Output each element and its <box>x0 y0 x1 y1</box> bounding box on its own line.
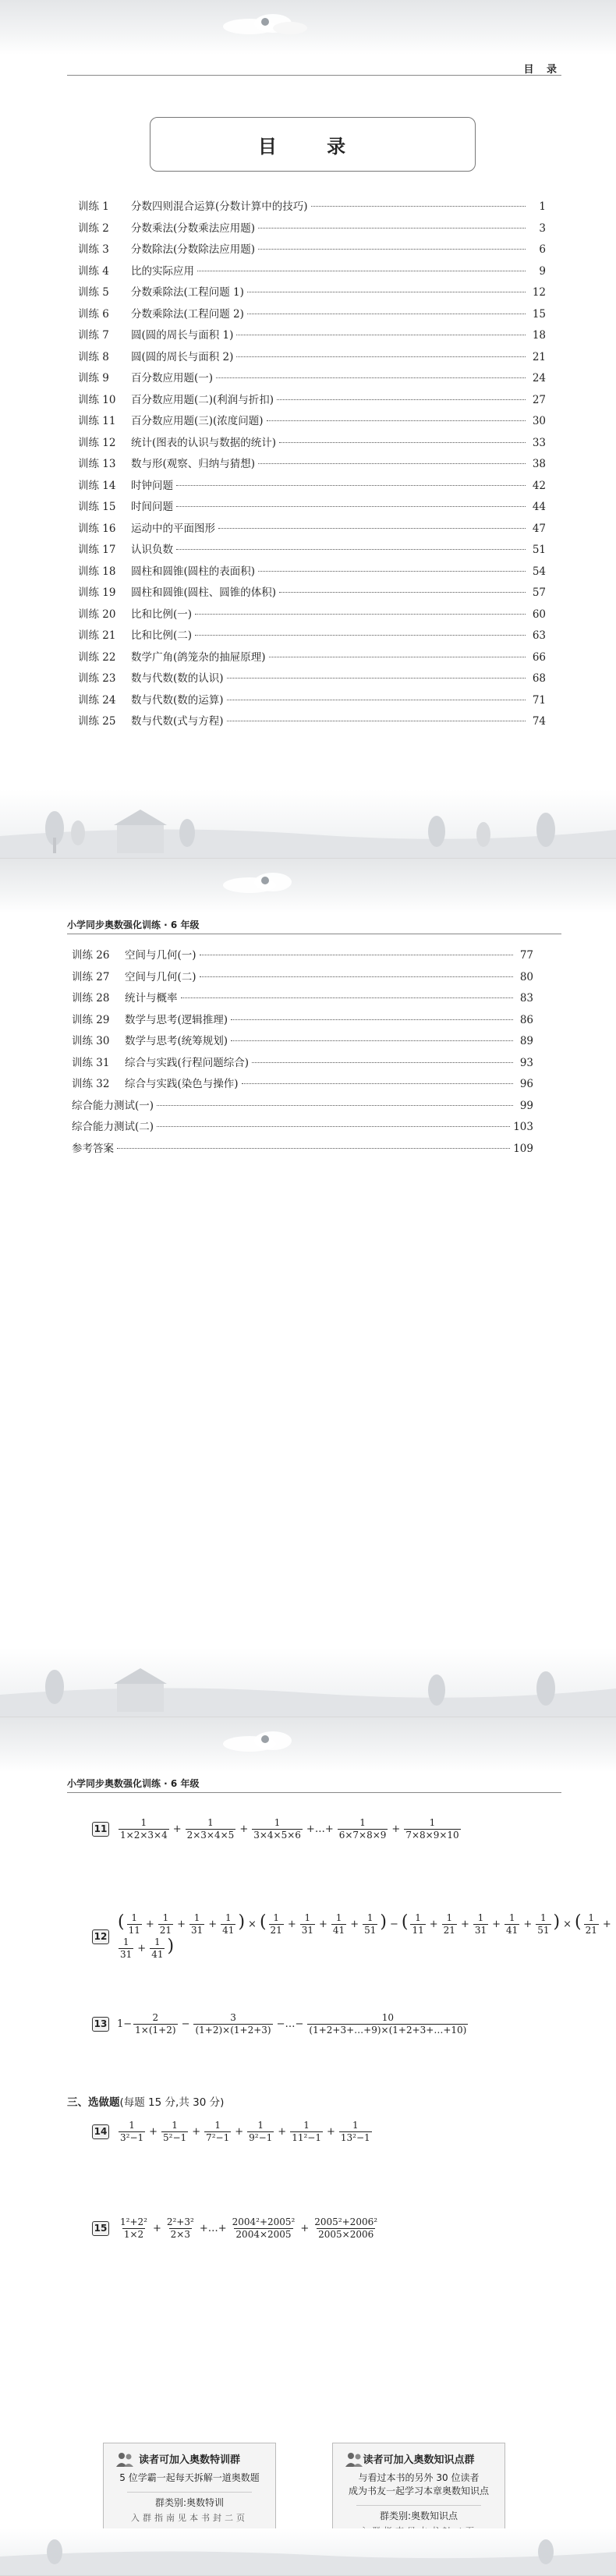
toc-entry-number: 训练 16 <box>78 522 116 535</box>
toc-entry[interactable] <box>78 348 546 370</box>
dot-leader <box>258 249 526 250</box>
page-3 <box>0 1717 616 2576</box>
dot-leader <box>279 442 526 443</box>
village-illustration <box>0 789 616 858</box>
header-banner <box>0 0 616 55</box>
dot-leader <box>231 1019 513 1020</box>
toc-entry-title: 圆柱和圆锥(圆柱的表面积) <box>131 565 256 578</box>
toc-entry[interactable] <box>78 305 546 327</box>
toc-entry-title: 数与形(观察、归纳与猜想) <box>131 458 256 470</box>
dot-leader <box>258 228 526 229</box>
toc-entry-number: 训练 24 <box>78 693 116 707</box>
toc-entry-page: 60 <box>532 608 546 621</box>
toc-list <box>78 197 546 734</box>
toc-entry[interactable] <box>78 391 546 413</box>
dot-leader <box>157 1105 513 1106</box>
toc-entry[interactable] <box>78 626 546 648</box>
toc-entry-title: 数与代数(数的运算) <box>131 693 224 707</box>
toc-entry-number: 训练 19 <box>78 586 116 599</box>
dot-leader <box>200 976 513 977</box>
toc-entry-page: 83 <box>519 992 533 1005</box>
fraction: $\frac{1}{51}$ <box>364 1912 377 1936</box>
toc-entry-page: 30 <box>532 415 546 427</box>
toc-entry[interactable] <box>72 1118 533 1139</box>
cloud-illustration <box>218 9 312 36</box>
cloud-illustration <box>218 868 312 895</box>
toc-entry-page: 74 <box>532 715 546 728</box>
toc-entry-number: 训练 6 <box>78 307 109 321</box>
dot-leader <box>227 678 526 679</box>
toc-entry[interactable] <box>78 691 546 713</box>
problem-number: 11 <box>92 1822 109 1837</box>
dot-leader <box>311 206 526 207</box>
toc-entry-title: 分数乘除法(工程问题 2) <box>131 307 244 321</box>
dot-leader <box>176 506 526 507</box>
problem-13: 13 1− $\frac{2}{1\times(1+2)}$ − $\frac{3}{(1+2)\times(1+2+3)}$ −…− $\frac{10}{(1+2+3+\dots+9)\times(1+2+3+\dots+10)}$ <box>92 2012 469 2036</box>
toc-entry-title: 百分数应用题(三)(浓度问题) <box>131 415 264 427</box>
series-head: 小学同步奥数强化训练 · 6 年级 <box>67 1778 200 1789</box>
footer-scene <box>0 1648 616 1717</box>
fraction: $\frac{1}{31}$ <box>190 1912 204 1936</box>
toc-entry-title: 认识负数 <box>131 544 173 556</box>
toc-entry-title: 比和比例(一) <box>131 608 193 621</box>
toc-entry[interactable] <box>78 583 546 605</box>
toc-entry-page: 6 <box>539 243 546 256</box>
toc-entry-page: 27 <box>532 393 546 406</box>
toc-entry-title: 圆(圆的周长与面积 1) <box>131 329 234 342</box>
toc-entry-title: 分数四则混合运算(分数计算中的技巧) <box>131 200 308 213</box>
toc-entry-number: 训练 22 <box>78 650 116 664</box>
fraction: $\frac{1}{41}$ <box>222 1912 235 1936</box>
fraction: $\frac{1}{31}$ <box>474 1912 487 1936</box>
section-title: 三、选做题(每题 15 分,共 30 分) <box>67 2096 225 2109</box>
toc-entry[interactable] <box>72 968 533 990</box>
toc-entry[interactable] <box>78 562 546 584</box>
problem-number: 12 <box>92 1929 109 1944</box>
running-head: 目 录 <box>523 64 561 76</box>
toc-entry[interactable] <box>78 477 546 498</box>
dot-leader <box>195 614 526 615</box>
toc-entry-title: 数学广角(鸽笼杂的抽屉原理) <box>131 650 266 664</box>
toc-entry-title: 时钟问题 <box>131 479 173 492</box>
toc-entry-page: 89 <box>519 1035 533 1047</box>
fraction: $\frac{1}{21}$ <box>585 1912 597 1936</box>
fraction: $\frac{1}{41}$ <box>506 1912 519 1936</box>
toc-entry-page: 18 <box>532 329 546 342</box>
toc-entry[interactable] <box>78 540 546 562</box>
toc-entry[interactable] <box>78 369 546 391</box>
toc-entry-number: 训练 20 <box>78 608 116 621</box>
toc-entry-title: 比和比例(二) <box>131 629 193 642</box>
toc-entry[interactable] <box>72 946 533 968</box>
dot-leader <box>195 635 526 636</box>
toc-entry-title: 数与代数(式与方程) <box>131 715 224 728</box>
toc-entry-page: 24 <box>532 372 546 384</box>
dot-leader <box>258 571 526 572</box>
toc-entry[interactable] <box>78 669 546 691</box>
series-head: 小学同步奥数强化训练 · 6 年级 <box>67 919 200 930</box>
fraction: $\frac{1}{41}$ <box>332 1912 345 1936</box>
toc-entry-title: 圆(圆的周长与面积 2) <box>131 350 234 363</box>
dot-leader <box>117 1148 510 1149</box>
toc-entry-title: 参考答案 <box>72 1142 114 1155</box>
dot-leader <box>231 1040 513 1041</box>
toc-entry-page: 9 <box>539 264 546 278</box>
toc-entry-title: 统计与概率 <box>125 992 178 1005</box>
toc-entry[interactable] <box>78 326 546 348</box>
toc-entry-title: 时间问题 <box>131 501 173 513</box>
promo-box-left: 读者可加入奥数特训群 5 位学霸一起每天拆解一道奥数题 群类别:奥数特训 入群指南见本书封二页 <box>103 2443 276 2535</box>
toc-entry[interactable] <box>78 434 546 455</box>
page-1 <box>0 0 616 859</box>
toc-entry-title: 空间与几何(二) <box>125 970 196 983</box>
fraction: $\frac{1}{11}$ <box>412 1912 424 1936</box>
fraction: $\frac{1}{21}$ <box>443 1912 455 1936</box>
toc-entry-page: 1 <box>539 200 546 213</box>
fraction: $\frac{1}{21}$ <box>159 1912 172 1936</box>
toc-entry[interactable] <box>72 1097 533 1118</box>
problem-15: 15 $\frac{\text{1²+2²}}{1\times 2}$ + $\frac{\text{2²+3²}}{2\times 3}$ +…+ $\frac{\text{2004²+2005²}}{2004\times 2005}$ + $\frac{\text{2005²+2006²}}{2005\times 2006}$ <box>92 2216 381 2241</box>
dot-leader <box>218 528 526 529</box>
toc-entry-number: 训练 26 <box>72 949 110 962</box>
toc-entry-page: 96 <box>519 1078 533 1090</box>
toc-entry-page: 77 <box>519 949 533 962</box>
toc-entry[interactable] <box>78 712 546 734</box>
fraction: $\frac{1}{51}$ <box>537 1912 550 1936</box>
dot-leader <box>176 549 526 550</box>
toc-entry-page: 51 <box>532 544 546 556</box>
toc-entry-title: 数与代数(数的认识) <box>131 672 224 685</box>
toc-entry-title: 数学与思考(统筹规划) <box>125 1035 228 1047</box>
toc-entry-title: 数学与思考(逻辑推理) <box>125 1013 228 1026</box>
cloud-illustration <box>218 1727 312 1753</box>
toc-entry-number: 训练 14 <box>78 479 116 492</box>
header-rule <box>67 75 561 76</box>
toc-entry[interactable] <box>78 262 546 284</box>
dot-leader <box>267 420 526 421</box>
page-2 <box>0 859 616 1717</box>
toc-entry-title: 综合与实践(染色与操作) <box>125 1078 239 1090</box>
toc-entry-page: 44 <box>532 501 546 513</box>
toc-entry-page: 66 <box>532 650 546 664</box>
toc-entry-number: 训练 15 <box>78 501 116 513</box>
toc-entry-title: 综合与实践(行程问题综合) <box>125 1056 250 1069</box>
toc-entry-number: 训练 7 <box>78 329 109 342</box>
toc-entry-page: 109 <box>513 1142 533 1155</box>
dot-leader <box>236 356 526 357</box>
toc-entry-number: 训练 11 <box>78 415 116 427</box>
toc-entry-number: 训练 18 <box>78 565 116 578</box>
toc-entry-title: 百分数应用题(二)(利润与折扣) <box>131 393 274 406</box>
toc-entry-number: 训练 29 <box>72 1013 110 1026</box>
toc-entry-number: 训练 10 <box>78 393 116 406</box>
toc-entry[interactable] <box>78 240 546 262</box>
toc-entry-number: 训练 1 <box>78 200 109 213</box>
people-icon <box>344 2450 364 2470</box>
toc-entry-page: 54 <box>532 565 546 578</box>
toc-entry-number: 训练 2 <box>78 221 109 235</box>
toc-entry-number: 训练 32 <box>72 1078 110 1090</box>
toc-entry-number: 训练 4 <box>78 264 109 278</box>
toc-entry-number: 训练 21 <box>78 629 116 642</box>
problem-number: 15 <box>92 2221 109 2236</box>
promo-box-right: 读者可加入奥数知识点群 与看过本书的另外 30 位读者 成为书友一起学习本章奥数知识点 群类别:奥数知识点 <box>332 2443 505 2535</box>
toc-entry-page: 33 <box>532 436 546 449</box>
toc-entry[interactable] <box>78 219 546 241</box>
dot-leader <box>242 1083 513 1084</box>
toc-entry-page: 38 <box>532 458 546 470</box>
toc-entry[interactable] <box>78 455 546 477</box>
toc-entry-page: 57 <box>532 586 546 599</box>
toc-entry-number: 训练 30 <box>72 1035 110 1047</box>
dot-leader <box>157 1126 510 1127</box>
toc-entry-number: 训练 3 <box>78 243 109 256</box>
header-rule <box>67 1792 561 1793</box>
toc-entry-number: 训练 25 <box>78 715 116 728</box>
problem-11: 11 $\frac{1}{1\times 2\times 3\times 4}$ + $\frac{1}{2\times 3\times 4\times 5}$ + $\frac{1}{3\times 4\times 5\times 6}$ +…+ $\frac{1}{6\times 7\times 8\times 9}$ + $\frac{1}{7\times 8\times 9\times 10}$ <box>92 1817 462 1841</box>
toc-entry[interactable] <box>72 989 533 1011</box>
header-banner <box>0 1717 616 1772</box>
toc-entry-title: 运动中的平面图形 <box>131 522 215 535</box>
toc-entry-page: 42 <box>532 479 546 492</box>
toc-entry-title: 分数乘除法(工程问题 1) <box>131 286 244 299</box>
dot-leader <box>277 399 526 400</box>
toc-entry-number: 训练 13 <box>78 458 116 470</box>
toc-entry[interactable] <box>72 1011 533 1033</box>
toc-entry-page: 103 <box>513 1121 533 1133</box>
dot-leader <box>279 592 526 593</box>
toc-entry-title: 空间与几何(一) <box>125 949 196 962</box>
toc-entry-page: 15 <box>532 307 546 321</box>
toc-entry[interactable] <box>78 197 546 219</box>
village-illustration <box>0 1648 616 1717</box>
footer-scene <box>0 2528 616 2575</box>
toc-entry-title: 百分数应用题(一) <box>131 372 214 384</box>
problem-14: 14 $\frac{1}{\text{3²−1}}$ + $\frac{1}{\text{5²−1}}$ + $\frac{1}{\text{7²−1}}$ + $\frac{1}{\text{9²−1}}$ + $\frac{1}{\text{11²−1}}$ + $\frac{1}{\text{13²−1}}$ <box>92 2120 373 2144</box>
toc-entry-title: 圆柱和圆锥(圆柱、圆锥的体积) <box>131 586 277 599</box>
toc-entry[interactable] <box>78 498 546 519</box>
toc-entry-number: 训练 17 <box>78 544 116 556</box>
toc-entry-page: 63 <box>532 629 546 642</box>
dot-leader <box>216 377 526 378</box>
toc-entry-number: 训练 5 <box>78 286 109 299</box>
toc-entry-number: 训练 27 <box>72 970 110 983</box>
village-illustration <box>0 2528 616 2575</box>
fraction: $\frac{1}{41}$ <box>151 1936 164 1960</box>
toc-entry[interactable] <box>72 1139 533 1161</box>
toc-entry[interactable] <box>78 648 546 670</box>
toc-entry-page: 93 <box>519 1056 533 1069</box>
footer-scene <box>0 789 616 858</box>
toc-entry[interactable] <box>78 412 546 434</box>
toc-entry-title: 分数乘法(分数乘法应用题) <box>131 221 256 235</box>
header-banner <box>0 859 616 913</box>
dot-leader <box>176 485 526 486</box>
toc-entry-page: 71 <box>532 693 546 707</box>
people-icon <box>115 2450 135 2470</box>
toc-entry-number: 训练 23 <box>78 672 116 685</box>
problem-number: 14 <box>92 2124 109 2139</box>
toc-entry-number: 训练 8 <box>78 350 109 363</box>
toc-entry-page: 68 <box>532 672 546 685</box>
toc-entry-number: 训练 31 <box>72 1056 110 1069</box>
toc-entry[interactable] <box>78 519 546 541</box>
toc-entry-title: 统计(图表的认识与数据的统计) <box>131 436 277 449</box>
toc-list <box>72 946 533 1160</box>
dot-leader <box>252 1062 513 1063</box>
toc-entry-page: 80 <box>519 970 533 983</box>
toc-entry-title: 综合能力测试(二) <box>72 1121 154 1133</box>
toc-entry[interactable] <box>72 1075 533 1097</box>
dot-leader <box>181 997 514 998</box>
toc-entry-page: 12 <box>532 286 546 299</box>
problem-number: 13 <box>92 2017 109 2032</box>
toc-entry-page: 99 <box>519 1099 533 1112</box>
toc-entry[interactable] <box>72 1054 533 1075</box>
fraction: $\frac{1}{31}$ <box>301 1912 313 1936</box>
toc-entry[interactable] <box>72 1032 533 1054</box>
toc-entry-page: 47 <box>532 522 546 535</box>
toc-heading: 目 录 <box>150 117 476 172</box>
toc-entry-page: 21 <box>532 350 546 363</box>
toc-entry-number: 训练 12 <box>78 436 116 449</box>
problem-12: 12 ( $\frac{1}{11}$ + $\frac{1}{21}$ + $\frac{1}{31}$ + $\frac{1}{41}$ ) × ( $\frac{1}{21}$ + $\frac{1}{31}$ + $\frac{1}{41}$ + $\frac{1}{51}$ ) − ( $\frac{1}{11}$ + $\frac{1}{21}$ + $\frac{1}{31}$ + $\frac{1}{41}$ + $\frac{1}{51}$ ) × ( $\frac{1}{21}$ + $\frac{1}{31}$ + $\frac{1}{41}$ ) <box>92 1912 616 1961</box>
dot-leader <box>258 463 526 464</box>
toc-entry-page: 86 <box>519 1013 533 1026</box>
fraction: $\frac{1}{21}$ <box>270 1912 282 1936</box>
toc-entry[interactable] <box>78 283 546 305</box>
toc-entry-page: 3 <box>539 221 546 235</box>
fraction: $\frac{1}{11}$ <box>128 1912 140 1936</box>
toc-entry[interactable] <box>78 605 546 627</box>
fraction: $\frac{1}{31}$ <box>120 1936 133 1960</box>
toc-entry-title: 综合能力测试(一) <box>72 1099 154 1112</box>
toc-entry-number: 训练 9 <box>78 372 109 384</box>
toc-entry-title: 分数除法(分数除法应用题) <box>131 243 256 256</box>
toc-entry-number: 训练 28 <box>72 992 110 1005</box>
toc-entry-title: 比的实际应用 <box>131 264 194 278</box>
